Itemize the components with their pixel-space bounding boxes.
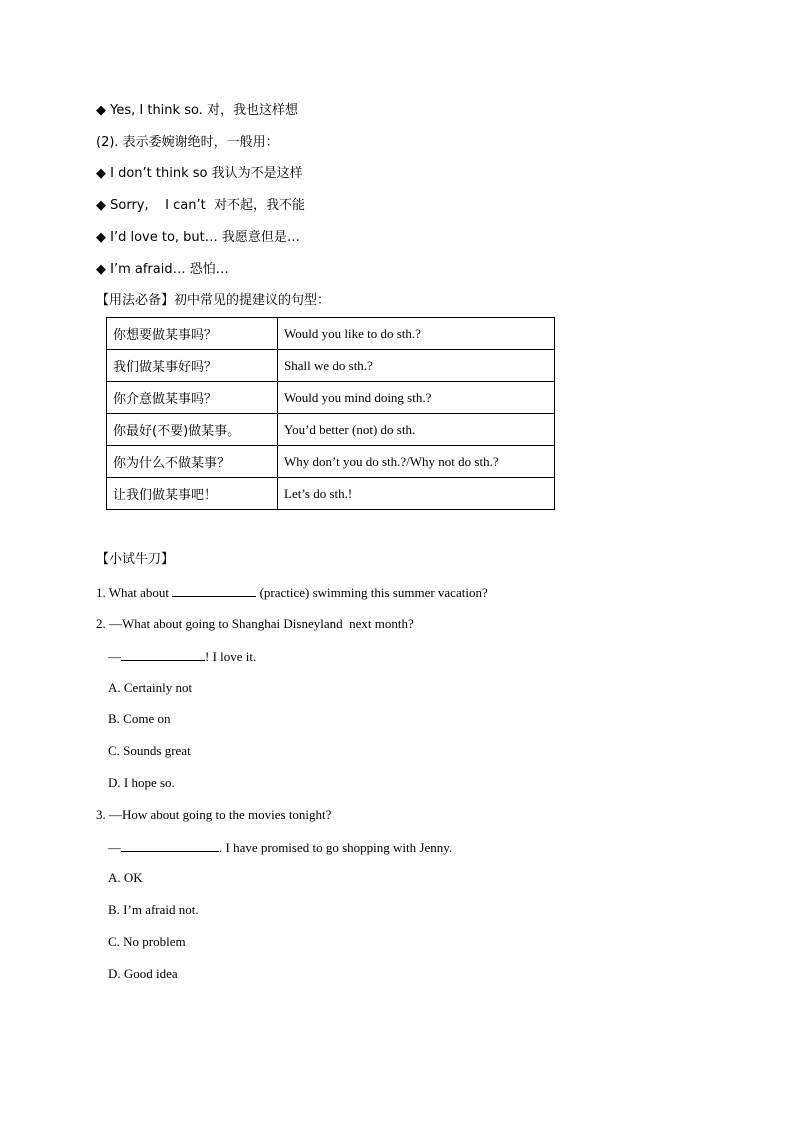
refuse-heading: (2). 表示委婉谢绝时，一般用： bbox=[96, 135, 279, 150]
refuse-item: ◆ I’d love to, but… 我愿意但是… bbox=[96, 230, 300, 245]
refuse-item: ◆ Sorry, I can’t 对不起，我不能 bbox=[96, 198, 305, 213]
answer-blank[interactable] bbox=[121, 648, 205, 661]
table-cell-zh: 你介意做某事吗？ bbox=[107, 382, 278, 414]
table-cell-en: Shall we do sth.? bbox=[278, 350, 555, 382]
practice-heading: 【小试牛刀】 bbox=[96, 552, 175, 567]
option: C. No problem bbox=[108, 934, 186, 949]
option: B. Come on bbox=[108, 711, 171, 726]
usage-heading: 【用法必备】初中常见的提建议的句型： bbox=[96, 293, 331, 308]
question-text: (practice) swimming this summer vacation? bbox=[256, 585, 488, 600]
dash: — bbox=[108, 649, 121, 664]
refuse-item: ◆ I don’t think so 我认为不是这样 bbox=[96, 166, 303, 181]
question-1 bbox=[96, 584, 488, 601]
agree-item: ◆ Yes, I think so. 对，我也这样想 bbox=[96, 103, 298, 118]
option: A. Certainly not bbox=[108, 680, 193, 695]
table-cell-zh: 你为什么不做某事？ bbox=[107, 446, 278, 478]
option: D. Good idea bbox=[108, 966, 178, 981]
table-row bbox=[107, 414, 555, 446]
table-cell-en: Let’s do sth.! bbox=[278, 478, 555, 510]
sentence-pattern-table bbox=[106, 317, 555, 510]
table-cell-zh: 你最好(不要)做某事。 bbox=[107, 414, 278, 446]
dash: — bbox=[108, 840, 121, 855]
option: B. I’m afraid not. bbox=[108, 902, 199, 917]
option: C. Sounds great bbox=[108, 743, 191, 758]
table-cell-en: Would you like to do sth.? bbox=[278, 318, 555, 350]
table-row bbox=[107, 350, 555, 382]
table-row bbox=[107, 446, 555, 478]
table-row bbox=[107, 478, 555, 510]
table-row bbox=[107, 318, 555, 350]
table-cell-en: Would you mind doing sth.? bbox=[278, 382, 555, 414]
reply-text: . I have promised to go shopping with Jenny. bbox=[219, 840, 453, 855]
refuse-item: ◆ I’m afraid… 恐怕… bbox=[96, 262, 229, 277]
table-cell-en: You’d better (not) do sth. bbox=[278, 414, 555, 446]
question-2-stem: 2. —What about going to Shanghai Disneyland next month? bbox=[96, 616, 414, 631]
answer-blank[interactable] bbox=[121, 839, 219, 852]
reply-text: ! I love it. bbox=[205, 649, 257, 664]
table-cell-zh: 你想要做某事吗？ bbox=[107, 318, 278, 350]
question-text: 1. What about bbox=[96, 585, 173, 600]
table-cell-zh: 让我们做某事吧！ bbox=[107, 478, 278, 510]
question-2-reply bbox=[108, 648, 256, 665]
option: A. OK bbox=[108, 870, 143, 885]
option: D. I hope so. bbox=[108, 775, 175, 790]
table-row bbox=[107, 382, 555, 414]
table-cell-zh: 我们做某事好吗？ bbox=[107, 350, 278, 382]
question-3-reply bbox=[108, 839, 452, 856]
answer-blank[interactable] bbox=[172, 584, 256, 597]
question-3-stem: 3. —How about going to the movies tonight? bbox=[96, 807, 332, 822]
table-cell-en: Why don’t you do sth.?/Why not do sth.? bbox=[278, 446, 555, 478]
